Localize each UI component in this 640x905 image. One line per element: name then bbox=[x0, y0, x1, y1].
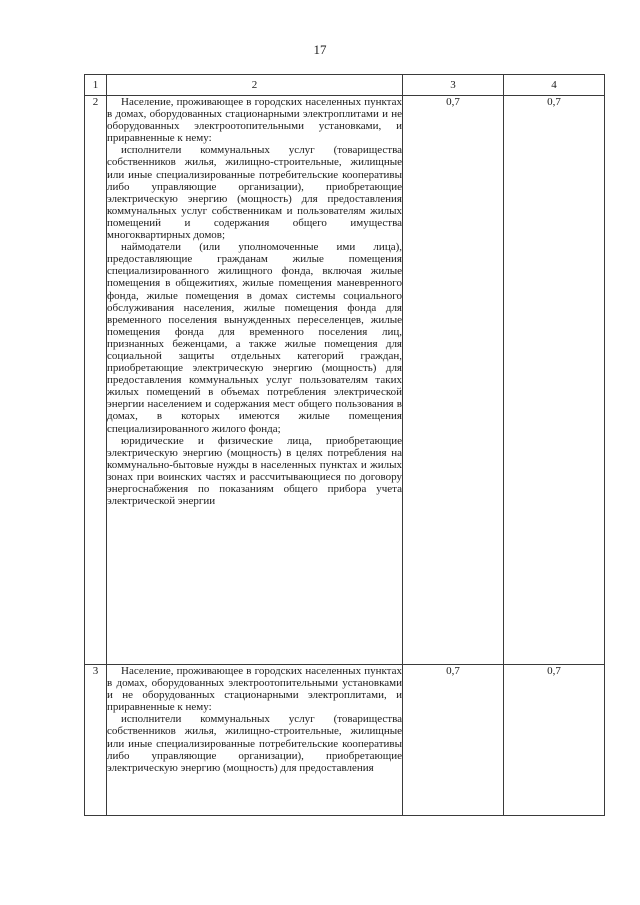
coefficient-col3: 0,7 bbox=[403, 96, 504, 665]
header-cell-4: 4 bbox=[504, 75, 605, 96]
header-cell-1: 1 bbox=[85, 75, 107, 96]
tariff-table bbox=[84, 74, 605, 816]
description-paragraph: юридические и физические лица, приобретающие электрическую энергию (мощность) в целях потребления на коммунально-бытовые нужды в населенных пунктах и жилых зонах при воинских частях и рассчитывающиеся по договору энергоснабжения по показаниям общего прибора учета электрической энергии bbox=[107, 434, 402, 508]
coefficient-col3: 0,7 bbox=[403, 665, 504, 816]
description-paragraph: Население, проживающее в городских населенных пунктах в домах, оборудованных электроотопительными установками и не оборудованных стационарными электроплитами, и приравненные к нему: bbox=[107, 665, 402, 714]
table-header-row bbox=[85, 75, 605, 96]
description-paragraph: исполнители коммунальных услуг (товарищества собственников жилья, жилищно-строительные, жилищные или иные специализированные потребительские кооперативы либо управляющие организации), приобретающие электрическую энергию (мощность) для предоставления коммунальных услуг собственникам и пользователям жилых помещений и содержания общего имущества многоквартирных домов; bbox=[107, 144, 402, 242]
row-description bbox=[107, 665, 403, 816]
page-number: 17 bbox=[313, 42, 327, 57]
description-paragraph: Население, проживающее в городских населенных пунктах в домах, оборудованных стационарными электроплитами и не оборудованных электроотопительными установками, и приравненные к нему: bbox=[107, 96, 402, 145]
coefficient-col4: 0,7 bbox=[504, 96, 605, 665]
coefficient-col4: 0,7 bbox=[504, 665, 605, 816]
table-row bbox=[85, 665, 605, 816]
header-cell-2: 2 bbox=[107, 75, 403, 96]
header-cell-3: 3 bbox=[403, 75, 504, 96]
table-row bbox=[85, 96, 605, 665]
description-paragraph: наймодатели (или уполномоченные ими лица), предоставляющие гражданам жилые помещения специализированного жилищного фонда, включая жилые помещения в общежитиях, жилые помещения маневренного фонда, жилые помещения в домах системы социального обслуживания населения, жилые помещения фонда для временного поселения вынужденных переселенцев, жилые помещения фонда для временного поселения лиц, признанных беженцами, а также жилые помещения для социальной защиты отдельных категорий граждан, приобретающие электрическую энергию (мощность) для предоставления коммунальных услуг пользователям таких жилых помещений в объемах потребления электрической энергии населением и содержания мест общего пользования в домах, в которых имеются жилые помещения специализированного жилого фонда; bbox=[107, 241, 402, 435]
row-description bbox=[107, 96, 403, 665]
row-number: 2 bbox=[85, 96, 107, 665]
row-number: 3 bbox=[85, 665, 107, 816]
description-paragraph: исполнители коммунальных услуг (товарищества собственников жилья, жилищно-строительные, жилищные или иные специализированные потребительские кооперативы либо управляющие организации), приобретающие электрическую энергию (мощность) для предоставления bbox=[107, 713, 402, 774]
